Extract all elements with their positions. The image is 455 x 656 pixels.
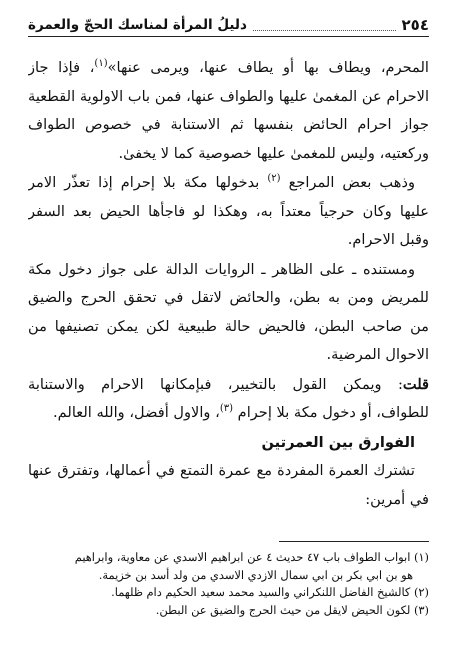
- text-line: الاحرام عن المغمىٰ عليها والطواف عنها، فمن باب الاولوية القطعية: [28, 87, 429, 105]
- section-heading: الفوارق بين العمرتين: [261, 433, 415, 451]
- text-line: وركعتيه، وليس للمغمىٰ عليها خصوصية كما لا يخفىٰ.: [118, 144, 429, 162]
- page-header: [28, 14, 429, 37]
- page-number: ٢٥٤: [401, 16, 429, 34]
- paragraph-1: [28, 54, 429, 168]
- text-line: جواز احرام الحائض بنفسها ثم الاستنابة في خصوص الطواف: [28, 116, 429, 133]
- text-run: ، والاول أفضل، والله العالم.: [53, 404, 220, 421]
- text-run: وذهب بعض المراجع: [288, 174, 415, 191]
- text-line: [28, 169, 429, 198]
- text-line: [28, 54, 429, 83]
- footnote-1: (١) ابواب الطواف باب ٤٧ حديث ٤ عن ابراهيم الاسدي عن معاوية، وابراهيم: [74, 550, 429, 564]
- text-run: : ويمكن القول بالتخيير، فبإمكانها الاحرام والاستنابة: [28, 375, 403, 393]
- header-leader-dots: [253, 20, 396, 31]
- text-line: من صاحب البطن، فالحيض حالة طبيعية لكن يمكن تصنيفها من: [28, 317, 429, 335]
- footnote-ref-2[interactable]: (٢): [267, 173, 281, 185]
- paragraph-4: [28, 371, 429, 428]
- footnote-3: (٣) لكون الحيض لايقل من حيث الحرج والضيق عن البطن.: [155, 602, 429, 617]
- paragraph-5: [28, 457, 429, 514]
- qult-label: قلت: [402, 375, 429, 393]
- text-run: للطواف، أو دخول مكة بلا إحرام: [237, 404, 429, 421]
- text-line: عليها وكان حرجياً معتداً به، وهكذا لو فاجأها الحيض بعد السفر: [28, 202, 429, 220]
- running-title: دليلُ المرأة لمناسك الحجّ والعمرة: [28, 17, 247, 33]
- footnotes: [28, 549, 429, 619]
- text-line: تشترك العمرة المفردة مع عمرة التمتع في أعمالها، وتفترق عنها: [28, 462, 415, 479]
- footnote-2: (٢) كالشيخ الفاضل اللنكراني والسيد محمد سعيد الحكيم دام ظلهما.: [111, 585, 429, 599]
- text-line: ومستنده ـ على الظاهر ـ الروايات الدالة على جواز دخول مكة: [28, 260, 415, 278]
- page-body: [28, 54, 429, 515]
- text-line: في أمرين:: [365, 490, 429, 508]
- text-line: الاحوال المرضية.: [326, 346, 429, 363]
- text-line: للمريض ومن به بطن، والحائض لاتقل في تحقق الحرج والضيق: [28, 289, 429, 306]
- footnote-separator: [279, 541, 429, 542]
- text-run: المحرم، ويطاف بها أو يطاف عنها، ويرمى عنها»: [107, 59, 429, 76]
- text-line: [28, 399, 429, 428]
- footnote-ref-1[interactable]: (١): [94, 58, 108, 70]
- footnote-1-continuation: هو بن ابي بكر بن ابي سمال الازدي الاسدي من ولد أسد بن خزيمة.: [98, 567, 413, 582]
- paragraph-2: [28, 169, 429, 255]
- paragraph-3: [28, 256, 429, 370]
- text-line: وقبل الاحرام.: [347, 231, 429, 248]
- text-run: ، فإذا جاز: [28, 59, 95, 76]
- text-line: [28, 371, 429, 400]
- text-run: بدخولها مكة بلا إحرام إذا تعذّر الامر: [28, 174, 260, 191]
- footnote-ref-3[interactable]: (٣): [219, 403, 234, 415]
